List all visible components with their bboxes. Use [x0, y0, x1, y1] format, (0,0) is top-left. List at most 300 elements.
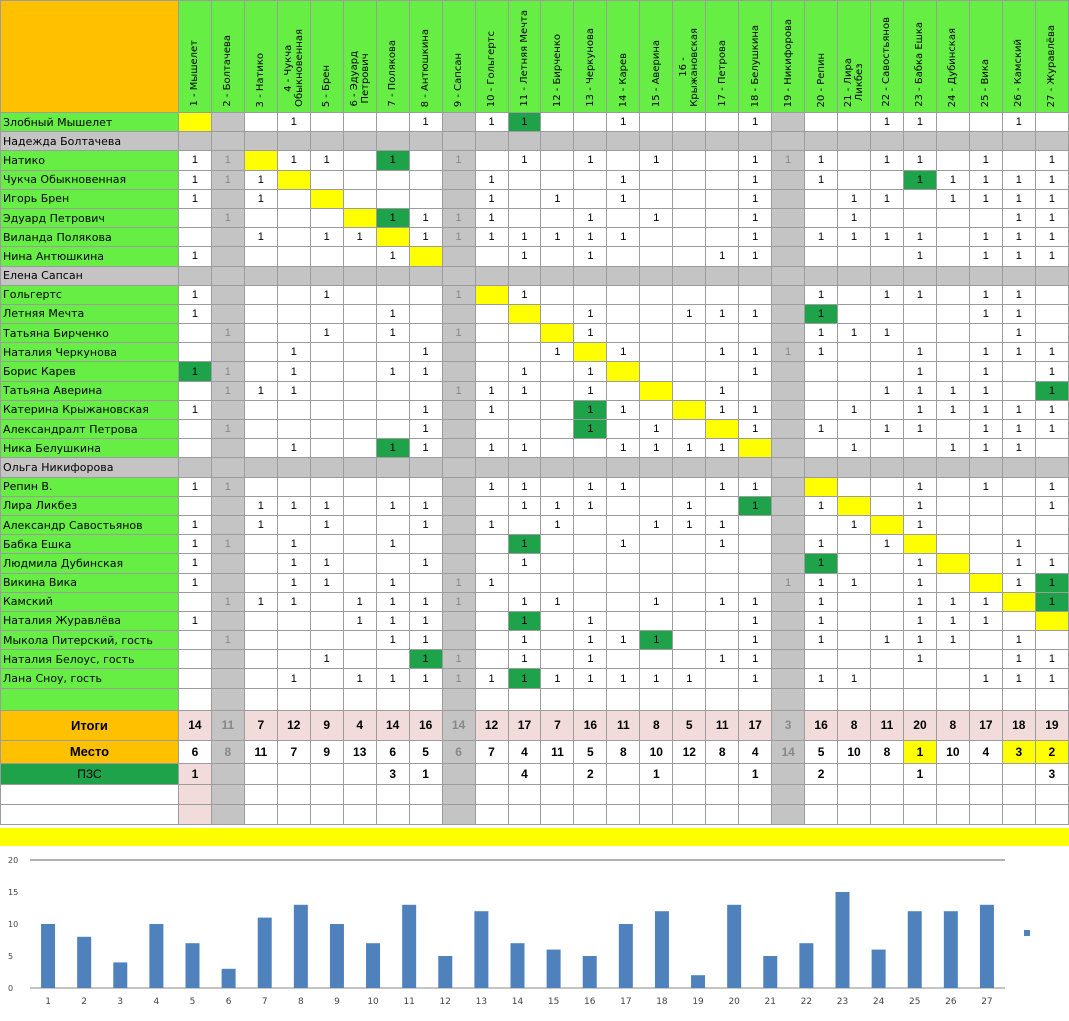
vote-cell[interactable]: [178, 631, 211, 650]
vote-cell[interactable]: [244, 669, 277, 688]
vote-cell[interactable]: [541, 170, 574, 189]
pzs-cell[interactable]: [936, 763, 969, 784]
vote-cell[interactable]: [343, 189, 376, 208]
vote-cell[interactable]: 1: [969, 362, 1002, 381]
vote-cell[interactable]: [772, 362, 805, 381]
vote-cell[interactable]: 1: [376, 247, 409, 266]
vote-cell[interactable]: [178, 113, 211, 132]
vote-cell[interactable]: 1: [706, 515, 739, 534]
pzs-cell[interactable]: [475, 763, 508, 784]
vote-cell[interactable]: [838, 592, 871, 611]
blank-cell[interactable]: [211, 804, 244, 824]
vote-cell[interactable]: 1: [903, 420, 936, 439]
vote-cell[interactable]: [244, 631, 277, 650]
vote-cell[interactable]: [475, 132, 508, 151]
vote-cell[interactable]: 1: [772, 573, 805, 592]
vote-cell[interactable]: 1: [475, 189, 508, 208]
vote-cell[interactable]: 1: [706, 535, 739, 554]
vote-cell[interactable]: 1: [1002, 650, 1035, 669]
vote-cell[interactable]: 1: [739, 650, 772, 669]
blank-cell[interactable]: [673, 784, 706, 804]
vote-cell[interactable]: 1: [574, 228, 607, 247]
vote-cell[interactable]: [772, 247, 805, 266]
vote-cell[interactable]: [706, 573, 739, 592]
vote-cell[interactable]: 1: [1002, 439, 1035, 458]
vote-cell[interactable]: 1: [805, 304, 838, 323]
total-cell[interactable]: 17: [739, 710, 772, 740]
vote-cell[interactable]: 1: [871, 381, 904, 400]
vote-cell[interactable]: 1: [376, 439, 409, 458]
vote-cell[interactable]: 1: [475, 669, 508, 688]
vote-cell[interactable]: [475, 285, 508, 304]
vote-cell[interactable]: 1: [211, 477, 244, 496]
vote-cell[interactable]: 1: [1002, 189, 1035, 208]
vote-cell[interactable]: [343, 132, 376, 151]
blank-cell[interactable]: [376, 688, 409, 710]
blank-cell[interactable]: [706, 688, 739, 710]
vote-cell[interactable]: [442, 515, 475, 534]
blank-cell[interactable]: [640, 784, 673, 804]
vote-cell[interactable]: 1: [310, 496, 343, 515]
vote-cell[interactable]: [409, 381, 442, 400]
column-header[interactable]: [871, 1, 904, 113]
participant-name[interactable]: Викина Вика: [1, 573, 179, 592]
vote-cell[interactable]: [475, 420, 508, 439]
vote-cell[interactable]: [838, 381, 871, 400]
blank-cell[interactable]: [640, 688, 673, 710]
vote-cell[interactable]: [739, 515, 772, 534]
place-cell[interactable]: 11: [244, 740, 277, 763]
vote-cell[interactable]: [343, 631, 376, 650]
column-header[interactable]: [1035, 1, 1068, 113]
vote-cell[interactable]: [838, 420, 871, 439]
vote-cell[interactable]: [903, 189, 936, 208]
vote-cell[interactable]: [871, 554, 904, 573]
vote-cell[interactable]: [310, 420, 343, 439]
blank-cell[interactable]: [1002, 784, 1035, 804]
vote-cell[interactable]: [508, 400, 541, 419]
blank-cell[interactable]: [739, 784, 772, 804]
vote-cell[interactable]: 1: [969, 592, 1002, 611]
place-cell[interactable]: 10: [936, 740, 969, 763]
vote-cell[interactable]: 1: [969, 400, 1002, 419]
participant-name[interactable]: Надежда Болтачева: [1, 132, 179, 151]
vote-cell[interactable]: [541, 554, 574, 573]
vote-cell[interactable]: 1: [1002, 208, 1035, 227]
blank-cell[interactable]: [871, 784, 904, 804]
total-cell[interactable]: 7: [541, 710, 574, 740]
blank-cell[interactable]: [969, 784, 1002, 804]
vote-cell[interactable]: 1: [838, 669, 871, 688]
vote-cell[interactable]: 1: [739, 631, 772, 650]
vote-cell[interactable]: [1002, 381, 1035, 400]
total-cell[interactable]: 12: [277, 710, 310, 740]
vote-cell[interactable]: 1: [871, 324, 904, 343]
totals-label[interactable]: Итоги: [1, 710, 179, 740]
vote-cell[interactable]: 1: [244, 515, 277, 534]
vote-cell[interactable]: [607, 285, 640, 304]
vote-cell[interactable]: 1: [903, 631, 936, 650]
vote-cell[interactable]: [739, 458, 772, 477]
vote-cell[interactable]: [442, 247, 475, 266]
vote-cell[interactable]: 1: [244, 189, 277, 208]
vote-cell[interactable]: [936, 208, 969, 227]
vote-cell[interactable]: 1: [376, 151, 409, 170]
vote-cell[interactable]: [442, 554, 475, 573]
vote-cell[interactable]: [640, 247, 673, 266]
vote-cell[interactable]: 1: [673, 304, 706, 323]
vote-cell[interactable]: [969, 535, 1002, 554]
participant-name[interactable]: Натико: [1, 151, 179, 170]
vote-cell[interactable]: 1: [211, 208, 244, 227]
vote-cell[interactable]: [772, 535, 805, 554]
vote-cell[interactable]: 1: [706, 381, 739, 400]
vote-cell[interactable]: 1: [903, 650, 936, 669]
vote-cell[interactable]: 1: [508, 592, 541, 611]
vote-cell[interactable]: [673, 400, 706, 419]
vote-cell[interactable]: [310, 247, 343, 266]
vote-cell[interactable]: [277, 304, 310, 323]
vote-cell[interactable]: [772, 113, 805, 132]
place-cell[interactable]: 10: [838, 740, 871, 763]
blank-cell[interactable]: [969, 688, 1002, 710]
vote-cell[interactable]: 1: [969, 611, 1002, 630]
vote-cell[interactable]: 1: [178, 304, 211, 323]
vote-cell[interactable]: [936, 420, 969, 439]
vote-cell[interactable]: [508, 170, 541, 189]
vote-cell[interactable]: 1: [706, 247, 739, 266]
vote-cell[interactable]: [244, 400, 277, 419]
vote-cell[interactable]: 1: [903, 611, 936, 630]
vote-cell[interactable]: [607, 458, 640, 477]
vote-cell[interactable]: 1: [178, 189, 211, 208]
vote-cell[interactable]: [871, 515, 904, 534]
vote-cell[interactable]: 1: [1002, 420, 1035, 439]
participant-name[interactable]: Игорь Брен: [1, 189, 179, 208]
vote-cell[interactable]: [772, 554, 805, 573]
vote-cell[interactable]: 1: [376, 304, 409, 323]
vote-cell[interactable]: [838, 304, 871, 323]
vote-cell[interactable]: 1: [178, 554, 211, 573]
vote-cell[interactable]: 1: [969, 439, 1002, 458]
vote-cell[interactable]: 1: [969, 420, 1002, 439]
vote-cell[interactable]: [376, 381, 409, 400]
blank-cell[interactable]: [969, 804, 1002, 824]
vote-cell[interactable]: [178, 228, 211, 247]
vote-cell[interactable]: [277, 247, 310, 266]
vote-cell[interactable]: [1002, 515, 1035, 534]
vote-cell[interactable]: [871, 208, 904, 227]
vote-cell[interactable]: 1: [508, 535, 541, 554]
vote-cell[interactable]: 1: [838, 208, 871, 227]
vote-cell[interactable]: [936, 458, 969, 477]
vote-cell[interactable]: [574, 285, 607, 304]
vote-cell[interactable]: [772, 324, 805, 343]
vote-cell[interactable]: 1: [442, 151, 475, 170]
vote-cell[interactable]: [936, 535, 969, 554]
vote-cell[interactable]: 1: [805, 535, 838, 554]
vote-cell[interactable]: [838, 113, 871, 132]
vote-cell[interactable]: [376, 170, 409, 189]
vote-cell[interactable]: [607, 324, 640, 343]
vote-cell[interactable]: 1: [574, 669, 607, 688]
vote-cell[interactable]: [805, 650, 838, 669]
vote-cell[interactable]: [475, 343, 508, 362]
vote-cell[interactable]: [310, 208, 343, 227]
vote-cell[interactable]: [541, 650, 574, 669]
vote-cell[interactable]: [607, 554, 640, 573]
vote-cell[interactable]: [541, 381, 574, 400]
vote-cell[interactable]: [475, 631, 508, 650]
vote-cell[interactable]: [508, 132, 541, 151]
vote-cell[interactable]: [673, 285, 706, 304]
vote-cell[interactable]: [871, 362, 904, 381]
vote-cell[interactable]: 1: [640, 208, 673, 227]
vote-cell[interactable]: [640, 228, 673, 247]
total-cell[interactable]: 5: [673, 710, 706, 740]
vote-cell[interactable]: 1: [442, 650, 475, 669]
vote-cell[interactable]: [607, 132, 640, 151]
vote-cell[interactable]: [871, 592, 904, 611]
blank-cell[interactable]: [244, 804, 277, 824]
vote-cell[interactable]: [673, 189, 706, 208]
blank-cell[interactable]: [475, 804, 508, 824]
column-header[interactable]: [772, 1, 805, 113]
vote-cell[interactable]: [508, 573, 541, 592]
vote-cell[interactable]: 1: [1002, 324, 1035, 343]
vote-cell[interactable]: [541, 113, 574, 132]
vote-cell[interactable]: [277, 477, 310, 496]
vote-cell[interactable]: 1: [409, 228, 442, 247]
vote-cell[interactable]: [277, 189, 310, 208]
vote-cell[interactable]: 1: [442, 592, 475, 611]
vote-cell[interactable]: 1: [1002, 343, 1035, 362]
vote-cell[interactable]: 1: [805, 170, 838, 189]
vote-cell[interactable]: [343, 247, 376, 266]
total-cell[interactable]: 8: [838, 710, 871, 740]
vote-cell[interactable]: 1: [838, 228, 871, 247]
vote-cell[interactable]: [343, 400, 376, 419]
vote-cell[interactable]: [706, 496, 739, 515]
vote-cell[interactable]: [607, 496, 640, 515]
vote-cell[interactable]: [244, 151, 277, 170]
blank-cell[interactable]: [673, 688, 706, 710]
vote-cell[interactable]: [475, 324, 508, 343]
vote-cell[interactable]: [541, 573, 574, 592]
vote-cell[interactable]: 1: [1035, 343, 1068, 362]
blank-cell[interactable]: [1035, 784, 1068, 804]
vote-cell[interactable]: 1: [211, 420, 244, 439]
vote-cell[interactable]: 1: [936, 439, 969, 458]
vote-cell[interactable]: [244, 554, 277, 573]
vote-cell[interactable]: [541, 631, 574, 650]
vote-cell[interactable]: 1: [277, 496, 310, 515]
blank-cell[interactable]: [343, 688, 376, 710]
column-header[interactable]: [244, 1, 277, 113]
vote-cell[interactable]: 1: [1035, 170, 1068, 189]
vote-cell[interactable]: [607, 362, 640, 381]
pzs-cell[interactable]: [673, 763, 706, 784]
vote-cell[interactable]: [969, 132, 1002, 151]
vote-cell[interactable]: [969, 631, 1002, 650]
vote-cell[interactable]: [277, 515, 310, 534]
vote-cell[interactable]: [1002, 477, 1035, 496]
vote-cell[interactable]: 1: [739, 362, 772, 381]
vote-cell[interactable]: 1: [969, 669, 1002, 688]
vote-cell[interactable]: 1: [277, 554, 310, 573]
vote-cell[interactable]: [640, 611, 673, 630]
vote-cell[interactable]: 1: [541, 189, 574, 208]
vote-cell[interactable]: [442, 477, 475, 496]
vote-cell[interactable]: [409, 189, 442, 208]
blank-cell[interactable]: [343, 784, 376, 804]
vote-cell[interactable]: [607, 573, 640, 592]
vote-cell[interactable]: [475, 304, 508, 323]
participant-name[interactable]: Нина Антюшкина: [1, 247, 179, 266]
vote-cell[interactable]: [343, 151, 376, 170]
vote-cell[interactable]: [574, 343, 607, 362]
vote-cell[interactable]: 1: [178, 170, 211, 189]
vote-cell[interactable]: [475, 650, 508, 669]
vote-cell[interactable]: 1: [475, 439, 508, 458]
vote-cell[interactable]: 1: [475, 400, 508, 419]
vote-cell[interactable]: [310, 266, 343, 285]
vote-cell[interactable]: [442, 496, 475, 515]
vote-cell[interactable]: [706, 362, 739, 381]
vote-cell[interactable]: 1: [376, 573, 409, 592]
vote-cell[interactable]: 1: [409, 554, 442, 573]
blank-cell[interactable]: [244, 784, 277, 804]
vote-cell[interactable]: [574, 113, 607, 132]
vote-cell[interactable]: [277, 266, 310, 285]
vote-cell[interactable]: [706, 324, 739, 343]
column-header[interactable]: [574, 1, 607, 113]
blank-cell[interactable]: [838, 804, 871, 824]
vote-cell[interactable]: [739, 324, 772, 343]
vote-cell[interactable]: [673, 477, 706, 496]
column-header[interactable]: [541, 1, 574, 113]
vote-cell[interactable]: [541, 611, 574, 630]
vote-cell[interactable]: 1: [739, 611, 772, 630]
vote-cell[interactable]: 1: [574, 151, 607, 170]
vote-cell[interactable]: [1002, 458, 1035, 477]
vote-cell[interactable]: 1: [343, 228, 376, 247]
vote-cell[interactable]: 1: [936, 381, 969, 400]
vote-cell[interactable]: 1: [409, 496, 442, 515]
vote-cell[interactable]: 1: [475, 208, 508, 227]
column-header[interactable]: [838, 1, 871, 113]
vote-cell[interactable]: 1: [607, 189, 640, 208]
vote-cell[interactable]: [936, 304, 969, 323]
vote-cell[interactable]: [739, 381, 772, 400]
vote-cell[interactable]: 1: [673, 496, 706, 515]
vote-cell[interactable]: [772, 304, 805, 323]
blank-cell[interactable]: [409, 688, 442, 710]
vote-cell[interactable]: 1: [178, 611, 211, 630]
column-header[interactable]: [475, 1, 508, 113]
vote-cell[interactable]: [1002, 496, 1035, 515]
vote-cell[interactable]: [936, 554, 969, 573]
vote-cell[interactable]: 1: [706, 343, 739, 362]
vote-cell[interactable]: 1: [376, 669, 409, 688]
blank-cell[interactable]: [541, 804, 574, 824]
vote-cell[interactable]: 1: [805, 631, 838, 650]
vote-cell[interactable]: 1: [1035, 247, 1068, 266]
vote-cell[interactable]: [936, 343, 969, 362]
vote-cell[interactable]: [409, 477, 442, 496]
vote-cell[interactable]: [211, 439, 244, 458]
vote-cell[interactable]: [442, 631, 475, 650]
blank-cell[interactable]: [310, 804, 343, 824]
vote-cell[interactable]: 1: [541, 496, 574, 515]
vote-cell[interactable]: [1002, 266, 1035, 285]
vote-cell[interactable]: 1: [1035, 362, 1068, 381]
total-cell[interactable]: 7: [244, 710, 277, 740]
vote-cell[interactable]: 1: [475, 113, 508, 132]
blank-row-cell[interactable]: [1, 784, 179, 804]
vote-cell[interactable]: [376, 343, 409, 362]
vote-cell[interactable]: [277, 400, 310, 419]
vote-cell[interactable]: 1: [508, 650, 541, 669]
vote-cell[interactable]: [838, 611, 871, 630]
blank-cell[interactable]: [574, 804, 607, 824]
vote-cell[interactable]: 1: [310, 515, 343, 534]
vote-cell[interactable]: 1: [739, 208, 772, 227]
vote-cell[interactable]: 1: [903, 496, 936, 515]
vote-cell[interactable]: [640, 189, 673, 208]
vote-cell[interactable]: [343, 381, 376, 400]
total-cell[interactable]: 16: [574, 710, 607, 740]
vote-cell[interactable]: [673, 573, 706, 592]
vote-cell[interactable]: [772, 208, 805, 227]
vote-cell[interactable]: [838, 266, 871, 285]
vote-cell[interactable]: [409, 151, 442, 170]
vote-cell[interactable]: [936, 324, 969, 343]
vote-cell[interactable]: [376, 113, 409, 132]
vote-cell[interactable]: [640, 362, 673, 381]
vote-cell[interactable]: 1: [673, 669, 706, 688]
vote-cell[interactable]: [640, 266, 673, 285]
participant-name[interactable]: Лира Ликбез: [1, 496, 179, 515]
vote-cell[interactable]: 1: [903, 381, 936, 400]
vote-cell[interactable]: 1: [903, 285, 936, 304]
vote-cell[interactable]: 1: [211, 631, 244, 650]
blank-cell[interactable]: [277, 804, 310, 824]
vote-cell[interactable]: [1035, 631, 1068, 650]
blank-cell[interactable]: [1035, 804, 1068, 824]
vote-cell[interactable]: [442, 362, 475, 381]
column-header[interactable]: [409, 1, 442, 113]
vote-cell[interactable]: [574, 458, 607, 477]
vote-cell[interactable]: [607, 247, 640, 266]
vote-cell[interactable]: [706, 208, 739, 227]
vote-cell[interactable]: [640, 535, 673, 554]
vote-cell[interactable]: [409, 285, 442, 304]
vote-cell[interactable]: [442, 113, 475, 132]
vote-cell[interactable]: 1: [903, 554, 936, 573]
vote-cell[interactable]: 1: [409, 208, 442, 227]
vote-cell[interactable]: [871, 611, 904, 630]
place-cell[interactable]: 6: [442, 740, 475, 763]
vote-cell[interactable]: 1: [903, 151, 936, 170]
pzs-cell[interactable]: [1002, 763, 1035, 784]
vote-cell[interactable]: 1: [508, 496, 541, 515]
vote-cell[interactable]: [343, 420, 376, 439]
blank-cell[interactable]: [574, 784, 607, 804]
vote-cell[interactable]: 1: [376, 592, 409, 611]
vote-cell[interactable]: [475, 611, 508, 630]
vote-cell[interactable]: 1: [310, 228, 343, 247]
